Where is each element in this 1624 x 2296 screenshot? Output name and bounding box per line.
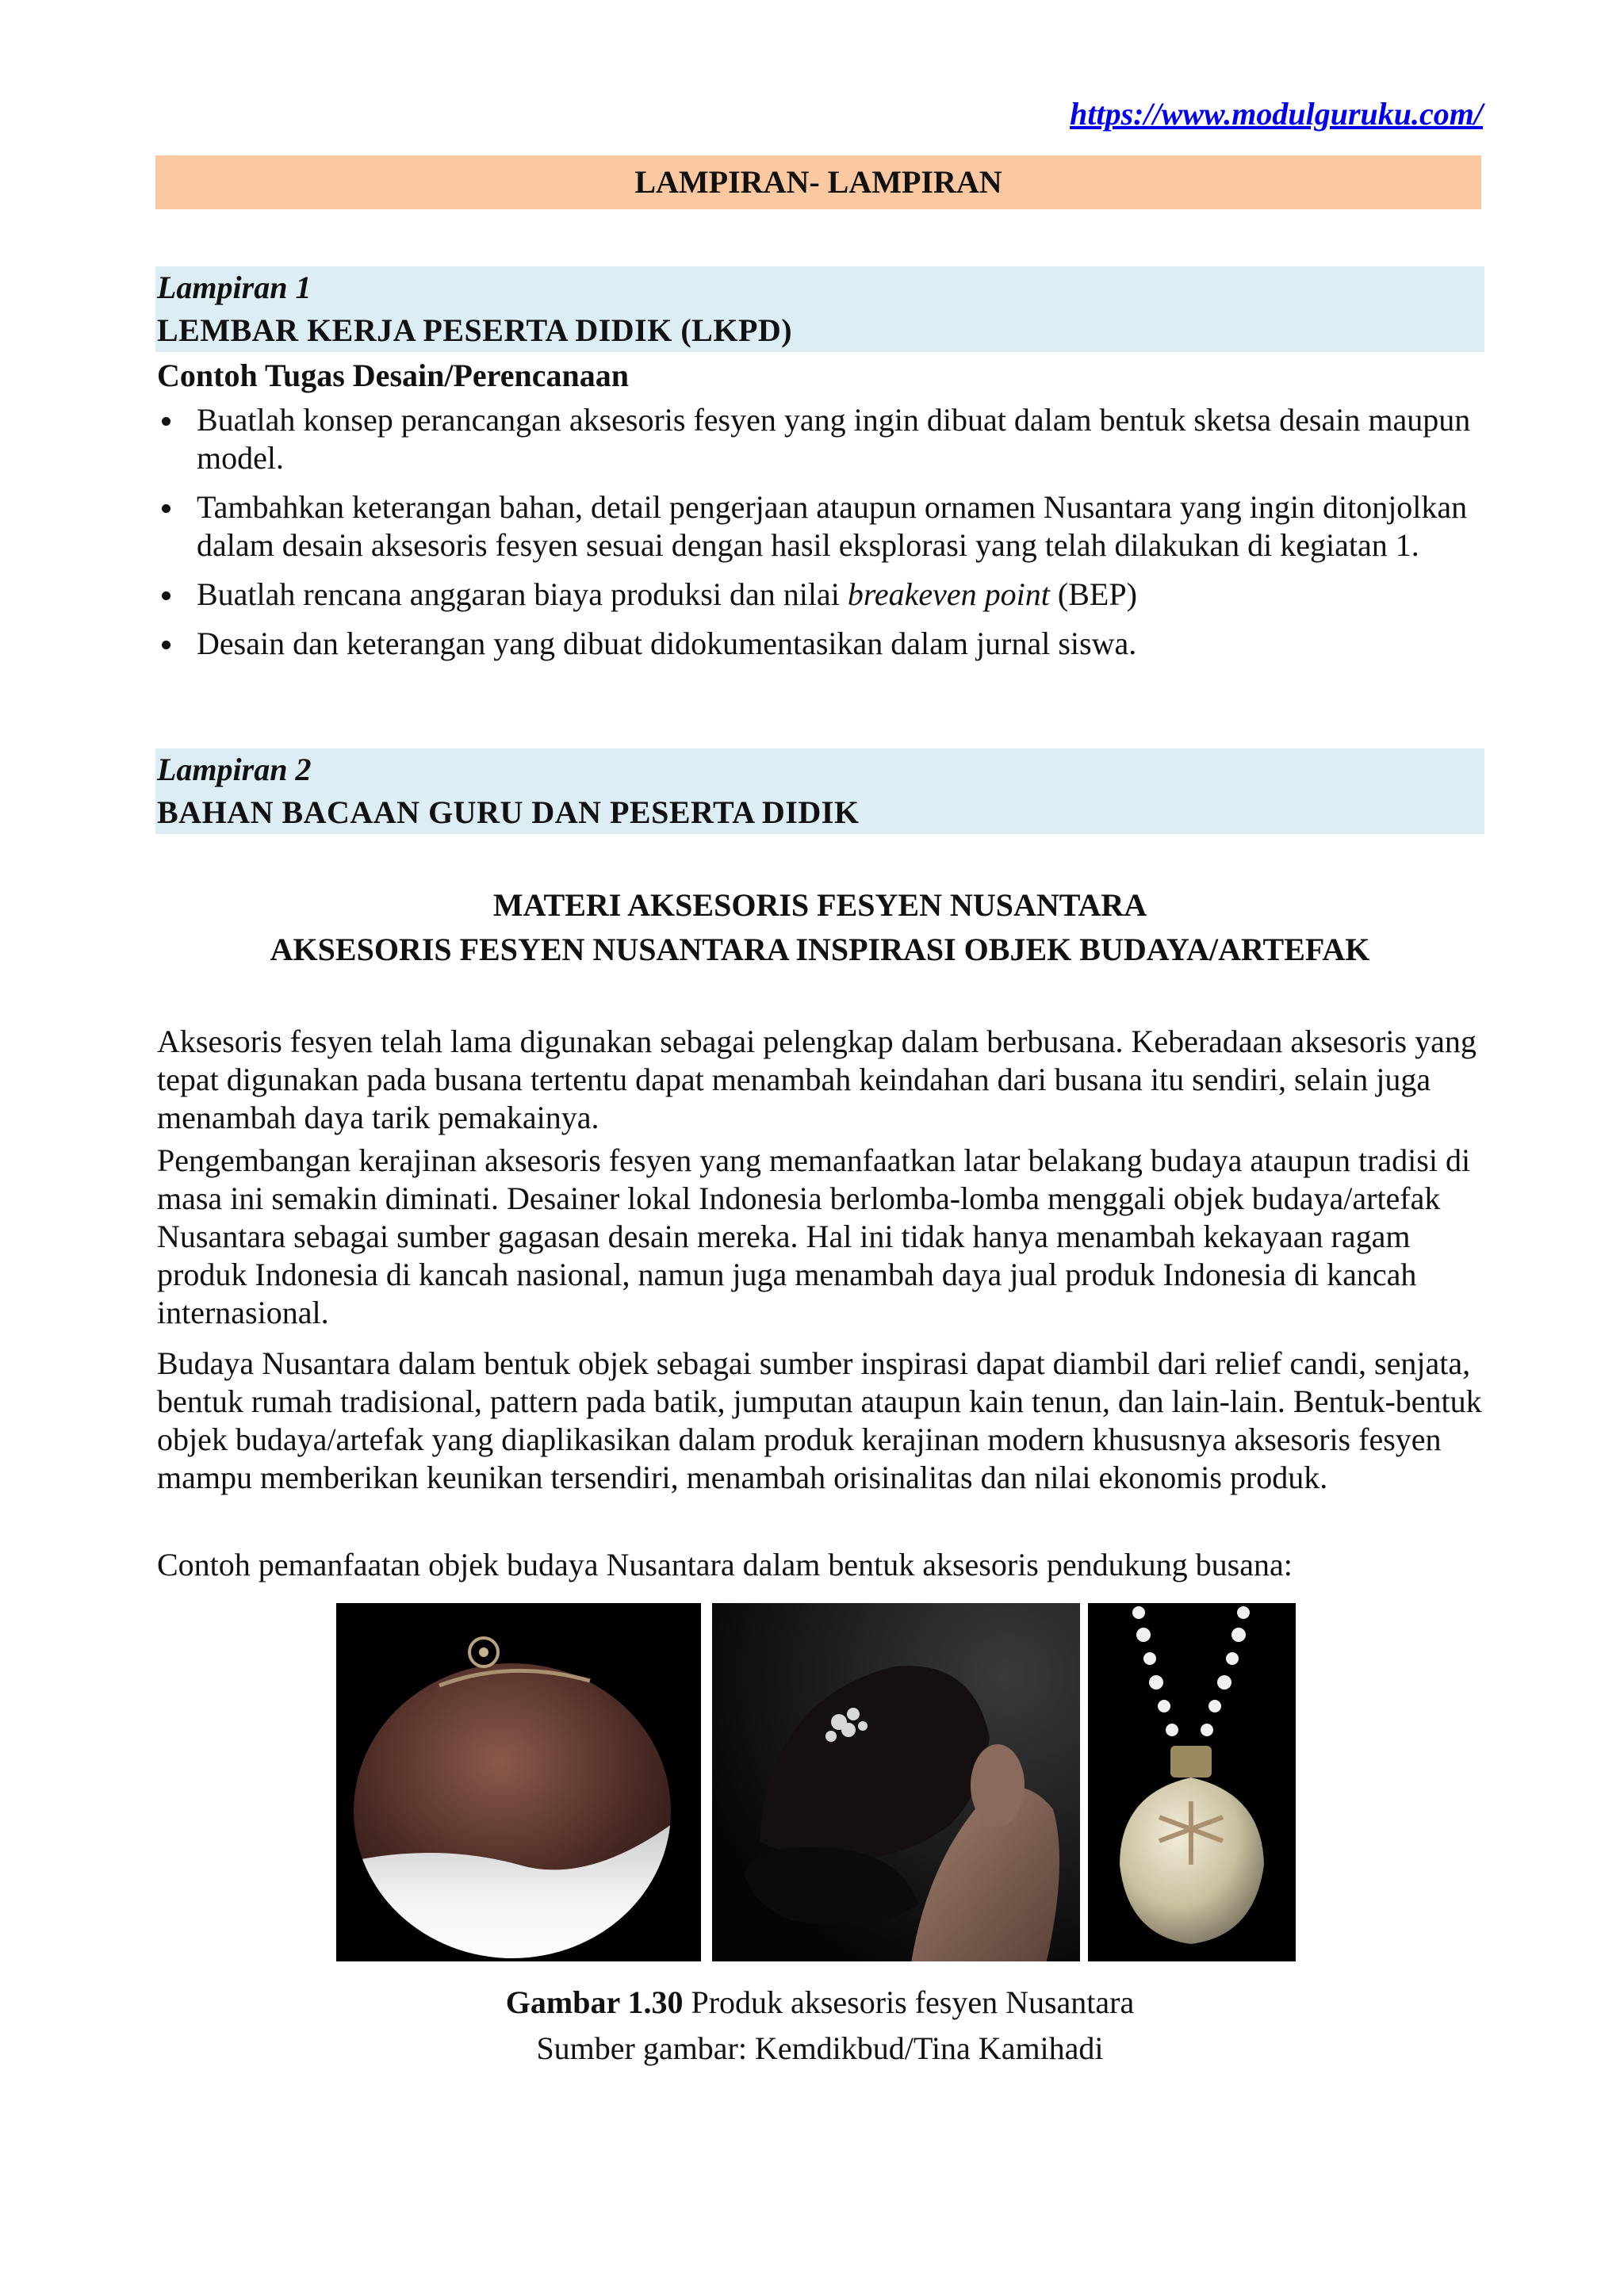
materi-title: MATERI AKSESORIS FESYEN NUSANTARA: [492, 887, 1147, 923]
bullet-icon: [162, 591, 170, 600]
header-url-link[interactable]: https://www.modulguruku.com/: [1070, 96, 1483, 132]
pendant-photo: [1088, 1603, 1296, 1961]
figure-source: Sumber gambar: Kemdikbud/Tina Kamihadi: [536, 2030, 1104, 2066]
lampiran2-header: [155, 748, 1484, 834]
hairpin-image: [712, 1603, 1080, 1961]
bullet-icon: [162, 641, 170, 649]
lampiran1-header: [155, 266, 1484, 352]
task-text: Buatlah konsep perancangan aksesoris fesyen yang ingin dibuat dalam bentuk sketsa desain maupun model.: [197, 402, 1471, 476]
bullet-icon: [162, 504, 170, 513]
lampiran1-title: LEMBAR KERJA PESERTA DIDIK (LKPD): [157, 312, 793, 348]
task-text: Tambahkan keterangan bahan, detail pengerjaan ataupun ornamen Nusantara yang ingin ditonjolkan dalam desain aksesoris fesyen sesuai dengan hasil eksplorasi yang telah dilakukan di kegiatan 1.: [197, 489, 1468, 563]
fur-bag-image: [336, 1603, 701, 1961]
task-text-italic: breakeven point: [847, 576, 1050, 612]
figure-caption-label: Gambar 1.30: [505, 1984, 684, 2020]
lampiran2-label: Lampiran 2: [157, 752, 312, 787]
task-item: [157, 625, 1489, 663]
pendant-image: [1088, 1603, 1296, 1961]
task-text-after: (BEP): [1049, 576, 1137, 612]
paragraph: Pengembangan kerajinan aksesoris fesyen yang memanfaatkan latar belakang budaya ataupun tradisi di masa ini semakin diminati. Desainer lokal Indonesia berlomba-lomba menggali objek budaya/artefak Nusantara sebagai sumber gagasan desain mereka. Hal ini tidak hanya menambah kekayaan ragam produk Indonesia di kancah nasional, namun juga menambah daya jual produk Indonesia di kancah internasional.: [157, 1142, 1471, 1330]
task-item: [157, 401, 1489, 477]
paragraph: Budaya Nusantara dalam bentuk objek sebagai sumber inspirasi dapat diambil dari relief candi, senjata, bentuk rumah tradisional, pattern pada batik, jumputan ataupun kain tenun, dan lain-lain. Bentuk-bentuk objek budaya/artefak yang diaplikasikan dalam produk kerajinan modern khususnya aksesoris fesyen mampu memberikan keunikan tersendiri, menambah orisinalitas dan nilai ekonomis produk.: [157, 1345, 1482, 1495]
task-text-before: Buatlah rencana anggaran biaya produksi dan nilai: [197, 576, 848, 612]
lampiran1-subtitle: Contoh Tugas Desain/Perencanaan: [157, 358, 629, 393]
fur-bag-photo: [336, 1603, 701, 1961]
figure-caption-text: Produk aksesoris fesyen Nusantara: [683, 1984, 1135, 2020]
bullet-icon: [162, 417, 170, 426]
materi-subtitle: AKSESORIS FESYEN NUSANTARA INSPIRASI OBJEK BUDAYA/ARTEFAK: [270, 932, 1370, 967]
paragraph: Contoh pemanfaatan objek budaya Nusantara dalam bentuk aksesoris pendukung busana:: [157, 1547, 1293, 1582]
task-item: [157, 488, 1489, 564]
task-item: [157, 576, 1489, 614]
hairpin-photo: [712, 1603, 1080, 1961]
section-title: LAMPIRAN- LAMPIRAN: [155, 155, 1481, 209]
task-text: Desain dan keterangan yang dibuat didokumentasikan dalam jurnal siswa.: [197, 626, 1137, 661]
lampiran1-label: Lampiran 1: [157, 270, 312, 305]
lampiran2-title: BAHAN BACAAN GURU DAN PESERTA DIDIK: [157, 794, 860, 830]
task-list: [157, 401, 1489, 674]
figure-caption: [155, 1984, 1484, 2021]
paragraph: Aksesoris fesyen telah lama digunakan sebagai pelengkap dalam berbusana. Keberadaan aksesoris yang tepat digunakan pada busana tertentu dapat menambah keindahan dari busana itu sendiri, selain juga menambah daya tarik pemakainya.: [157, 1024, 1477, 1135]
